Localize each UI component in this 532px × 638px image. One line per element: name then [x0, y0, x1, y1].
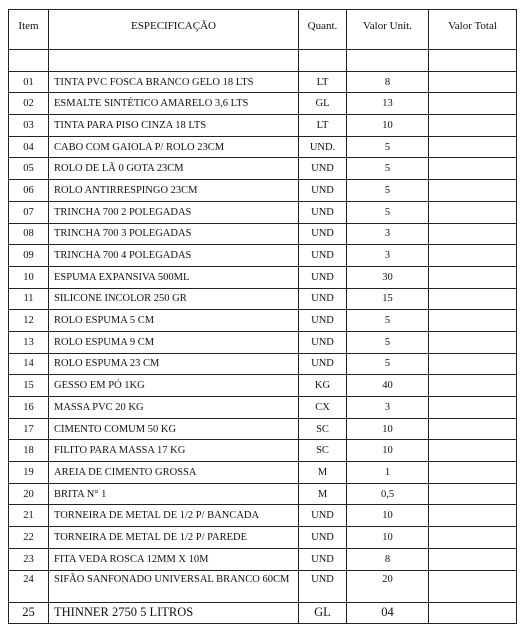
total-value-cell — [429, 158, 517, 180]
table-row — [9, 245, 517, 267]
unit-value-cell: 40 — [347, 375, 429, 397]
table-row — [9, 201, 517, 223]
table-row — [9, 353, 517, 375]
specification-cell: ESPUMA EXPANSIVA 500ML — [49, 266, 299, 288]
quantity-cell: UND — [299, 180, 347, 202]
quantity-cell: SC — [299, 418, 347, 440]
total-value-cell — [429, 71, 517, 93]
specification-cell: GESSO EM PÓ 1KG — [49, 375, 299, 397]
quantity-cell: UND — [299, 331, 347, 353]
item-cell: 19 — [9, 462, 49, 484]
specification-cell: SILICONE INCOLOR 250 GR — [49, 288, 299, 310]
total-value-cell — [429, 440, 517, 462]
total-value-cell — [429, 397, 517, 419]
table-row — [9, 266, 517, 288]
total-value-cell — [429, 331, 517, 353]
quantity-cell: UND — [299, 266, 347, 288]
item-cell: 20 — [9, 483, 49, 505]
quantity-cell: LT — [299, 71, 347, 93]
item-cell: 04 — [9, 136, 49, 158]
specification-cell: TRINCHA 700 3 POLEGADAS — [49, 223, 299, 245]
specification-cell: BRITA N° 1 — [49, 483, 299, 505]
quantity-cell: KG — [299, 375, 347, 397]
item-cell: 07 — [9, 201, 49, 223]
unit-value-cell: 5 — [347, 180, 429, 202]
table-row — [9, 527, 517, 549]
item-cell: 15 — [9, 375, 49, 397]
unit-value-cell: 3 — [347, 223, 429, 245]
table-row — [9, 602, 517, 624]
unit-value-cell: 10 — [347, 527, 429, 549]
quantity-cell: GL — [299, 602, 347, 624]
quantity-cell: UND — [299, 527, 347, 549]
item-cell: 13 — [9, 331, 49, 353]
spacer-row — [9, 50, 517, 72]
spacer-cell — [429, 50, 517, 72]
table-row — [9, 158, 517, 180]
unit-value-cell: 1 — [347, 462, 429, 484]
specification-cell: TRINCHA 700 4 POLEGADAS — [49, 245, 299, 267]
quantity-cell: M — [299, 462, 347, 484]
table-row — [9, 331, 517, 353]
quantity-cell: UND — [299, 288, 347, 310]
item-cell: 05 — [9, 158, 49, 180]
total-value-cell — [429, 180, 517, 202]
quantity-cell: UND — [299, 505, 347, 527]
unit-value-cell: 5 — [347, 331, 429, 353]
specification-cell: MASSA PVC 20 KG — [49, 397, 299, 419]
materials-document — [8, 9, 516, 624]
total-value-cell — [429, 223, 517, 245]
quantity-cell: UND — [299, 158, 347, 180]
specification-cell: ROLO ESPUMA 9 CM — [49, 331, 299, 353]
quantity-cell: UND — [299, 223, 347, 245]
item-cell: 18 — [9, 440, 49, 462]
quantity-cell: UND — [299, 548, 347, 570]
unit-value-cell: 20 — [347, 570, 429, 602]
quantity-cell: M — [299, 483, 347, 505]
unit-value-cell: 5 — [347, 310, 429, 332]
specification-cell: ROLO DE LÃ 0 GOTA 23CM — [49, 158, 299, 180]
specification-cell: AREIA DE CIMENTO GROSSA — [49, 462, 299, 484]
table-row — [9, 548, 517, 570]
total-value-cell — [429, 418, 517, 440]
total-value-cell — [429, 505, 517, 527]
quantity-cell: UND — [299, 245, 347, 267]
total-value-cell — [429, 93, 517, 115]
total-value-cell — [429, 602, 517, 624]
item-cell: 22 — [9, 527, 49, 549]
header-quantity: Quant. — [299, 10, 347, 50]
quantity-cell: UND — [299, 201, 347, 223]
table-row — [9, 462, 517, 484]
specification-cell: FITA VEDA ROSCA 12MM X 10M — [49, 548, 299, 570]
total-value-cell — [429, 570, 517, 602]
item-cell: 08 — [9, 223, 49, 245]
total-value-cell — [429, 462, 517, 484]
total-value-cell — [429, 548, 517, 570]
spacer-cell — [299, 50, 347, 72]
item-cell: 09 — [9, 245, 49, 267]
spacer-cell — [49, 50, 299, 72]
header-unit-value: Valor Unit. — [347, 10, 429, 50]
specification-cell: ROLO ESPUMA 5 CM — [49, 310, 299, 332]
unit-value-cell: 8 — [347, 548, 429, 570]
unit-value-cell: 5 — [347, 353, 429, 375]
total-value-cell — [429, 310, 517, 332]
unit-value-cell: 5 — [347, 136, 429, 158]
header-item: Item — [9, 10, 49, 50]
item-cell: 21 — [9, 505, 49, 527]
unit-value-cell: 5 — [347, 201, 429, 223]
total-value-cell — [429, 375, 517, 397]
table-row — [9, 483, 517, 505]
total-value-cell — [429, 266, 517, 288]
table-row — [9, 93, 517, 115]
total-value-cell — [429, 527, 517, 549]
specification-cell: SIFÃO SANFONADO UNIVERSAL BRANCO 60CM — [49, 570, 299, 602]
unit-value-cell: 30 — [347, 266, 429, 288]
item-cell: 03 — [9, 115, 49, 137]
specification-cell: CABO COM GAIOLA P/ ROLO 23CM — [49, 136, 299, 158]
unit-value-cell: 8 — [347, 71, 429, 93]
quantity-cell: UND. — [299, 136, 347, 158]
unit-value-cell: 10 — [347, 115, 429, 137]
specification-cell: FILITO PARA MASSA 17 KG — [49, 440, 299, 462]
table-row — [9, 570, 517, 602]
quantity-cell: UND — [299, 310, 347, 332]
item-cell: 17 — [9, 418, 49, 440]
specification-cell: ESMALTE SINTÉTICO AMARELO 3,6 LTS — [49, 93, 299, 115]
table-row — [9, 136, 517, 158]
table-body — [9, 50, 517, 624]
table-row — [9, 418, 517, 440]
quantity-cell: UND — [299, 353, 347, 375]
table-row — [9, 288, 517, 310]
specification-cell: TINTA PARA PISO CINZA 18 LTS — [49, 115, 299, 137]
quantity-cell: LT — [299, 115, 347, 137]
table-row — [9, 180, 517, 202]
table-row — [9, 375, 517, 397]
total-value-cell — [429, 115, 517, 137]
specification-cell: THINNER 2750 5 LITROS — [49, 602, 299, 624]
item-cell: 02 — [9, 93, 49, 115]
unit-value-cell: 10 — [347, 418, 429, 440]
unit-value-cell: 3 — [347, 245, 429, 267]
specification-cell: TINTA PVC FOSCA BRANCO GELO 18 LTS — [49, 71, 299, 93]
unit-value-cell: 10 — [347, 440, 429, 462]
table-row — [9, 505, 517, 527]
quantity-cell: UND — [299, 570, 347, 602]
specification-cell: TORNEIRA DE METAL DE 1/2 P/ BANCADA — [49, 505, 299, 527]
item-cell: 06 — [9, 180, 49, 202]
total-value-cell — [429, 245, 517, 267]
item-cell: 12 — [9, 310, 49, 332]
table-row — [9, 71, 517, 93]
total-value-cell — [429, 136, 517, 158]
quantity-cell: GL — [299, 93, 347, 115]
item-cell: 10 — [9, 266, 49, 288]
table-row — [9, 115, 517, 137]
item-cell: 01 — [9, 71, 49, 93]
item-cell: 25 — [9, 602, 49, 624]
total-value-cell — [429, 353, 517, 375]
specification-cell: CIMENTO COMUM 50 KG — [49, 418, 299, 440]
table-row — [9, 223, 517, 245]
specification-cell: TRINCHA 700 2 POLEGADAS — [49, 201, 299, 223]
table-row — [9, 310, 517, 332]
materials-table — [8, 9, 517, 624]
total-value-cell — [429, 288, 517, 310]
header-specification: ESPECIFICAÇÃO — [49, 10, 299, 50]
quantity-cell: SC — [299, 440, 347, 462]
table-header-row — [9, 10, 517, 50]
unit-value-cell: 3 — [347, 397, 429, 419]
specification-cell: ROLO ANTIRRESPINGO 23CM — [49, 180, 299, 202]
quantity-cell: CX — [299, 397, 347, 419]
unit-value-cell: 5 — [347, 158, 429, 180]
spacer-cell — [9, 50, 49, 72]
unit-value-cell: 15 — [347, 288, 429, 310]
item-cell: 11 — [9, 288, 49, 310]
item-cell: 14 — [9, 353, 49, 375]
specification-cell: TORNEIRA DE METAL DE 1/2 P/ PAREDE — [49, 527, 299, 549]
table-row — [9, 397, 517, 419]
item-cell: 23 — [9, 548, 49, 570]
header-total-value: Valor Total — [429, 10, 517, 50]
item-cell: 24 — [9, 570, 49, 602]
unit-value-cell: 0,5 — [347, 483, 429, 505]
table-row — [9, 440, 517, 462]
specification-cell: ROLO ESPUMA 23 CM — [49, 353, 299, 375]
unit-value-cell: 04 — [347, 602, 429, 624]
unit-value-cell: 10 — [347, 505, 429, 527]
total-value-cell — [429, 483, 517, 505]
spacer-cell — [347, 50, 429, 72]
total-value-cell — [429, 201, 517, 223]
item-cell: 16 — [9, 397, 49, 419]
unit-value-cell: 13 — [347, 93, 429, 115]
